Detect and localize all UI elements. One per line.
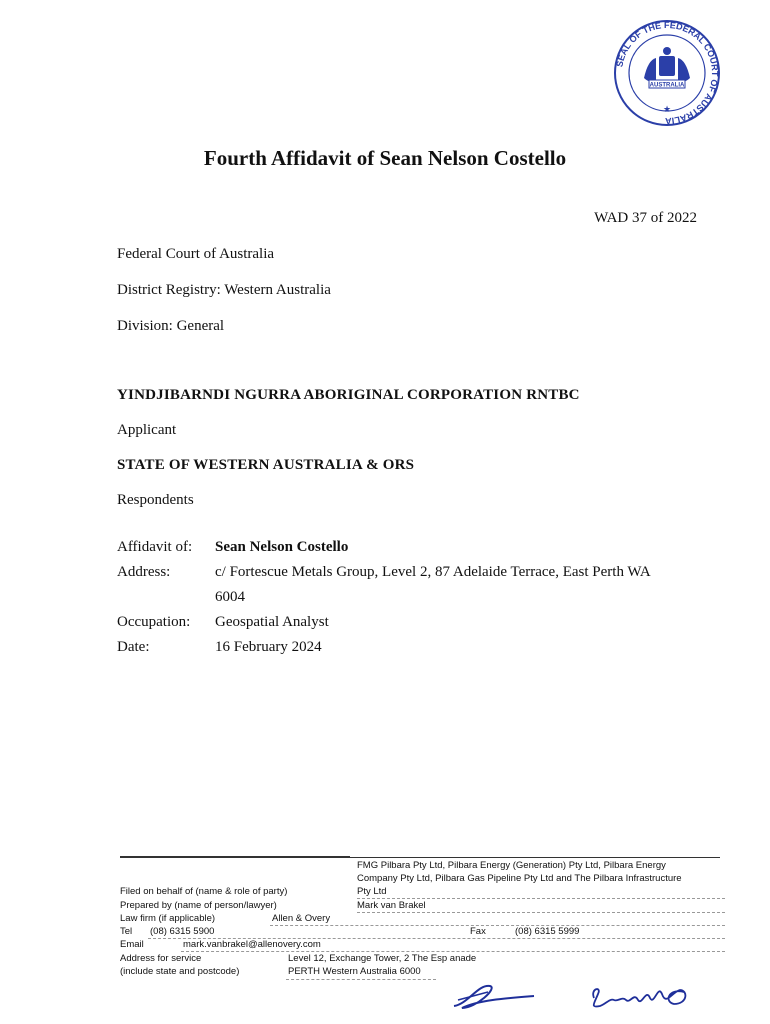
party-line-2: Company Pty Ltd, Pilbara Gas Pipeline Pty Ltd and The Pilbara Infrastructure bbox=[357, 873, 682, 884]
party-line-1: FMG Pilbara Pty Ltd, Pilbara Energy (Generation) Pty Ltd, Pilbara Energy bbox=[357, 860, 666, 871]
service-underline bbox=[286, 979, 436, 980]
applicant-name: YINDJIBARNDI NGURRA ABORIGINAL CORPORATION RNTBC bbox=[117, 387, 580, 403]
prepared-by-label: Prepared by (name of person/lawyer) bbox=[120, 900, 277, 911]
address-label: Address: bbox=[117, 564, 171, 580]
tel-label: Tel bbox=[120, 926, 133, 937]
date-label: Date: bbox=[117, 639, 150, 655]
address-line-2: 6004 bbox=[215, 589, 245, 605]
prepared-by-value: Mark van Brakel bbox=[357, 900, 426, 911]
applicant-role: Applicant bbox=[117, 422, 177, 438]
filed-on-behalf-label: Filed on behalf of (name & role of party) bbox=[120, 886, 288, 897]
coat-of-arms-icon bbox=[644, 47, 690, 82]
fax-label: Fax bbox=[470, 926, 486, 937]
federal-court-seal bbox=[612, 18, 722, 128]
law-firm-value: Allen & Overy bbox=[272, 913, 331, 924]
law-firm-underline bbox=[270, 925, 725, 926]
fax-value: (08) 6315 5999 bbox=[515, 926, 580, 937]
party-underline bbox=[357, 898, 725, 899]
deponent-name: Sean Nelson Costello bbox=[215, 539, 349, 555]
district-registry: District Registry: Western Australia bbox=[117, 282, 331, 298]
email-label: Email bbox=[120, 939, 144, 950]
respondent-role: Respondents bbox=[117, 492, 194, 508]
document-title: Fourth Affidavit of Sean Nelson Costello bbox=[203, 146, 567, 170]
tel-value: (08) 6315 5900 bbox=[150, 926, 215, 937]
seal-ring-text: SEAL OF THE FEDERAL COURT OF AUSTRALIA bbox=[614, 19, 721, 127]
law-firm-label: Law firm (if applicable) bbox=[120, 913, 216, 924]
affidavit-of-label: Affidavit of: bbox=[117, 539, 193, 555]
file-number: WAD 37 of 2022 bbox=[594, 210, 697, 226]
occupation-label: Occupation: bbox=[117, 614, 191, 630]
court-name: Federal Court of Australia bbox=[117, 246, 275, 262]
witness-signature bbox=[448, 978, 538, 1014]
date-value: 16 February 2024 bbox=[215, 639, 322, 655]
footer-rule-heavy bbox=[120, 856, 350, 858]
deponent-signature bbox=[588, 978, 693, 1014]
prepared-underline bbox=[357, 912, 725, 913]
email-value: mark.vanbrakel@allenovery.com bbox=[183, 939, 321, 950]
seal-banner: AUSTRALIA bbox=[649, 82, 685, 89]
postcode-value: PERTH Western Australia 6000 bbox=[288, 966, 421, 977]
address-for-service-label: Address for service bbox=[120, 953, 202, 964]
seal-star-icon: ★ bbox=[662, 104, 672, 114]
occupation-value: Geospatial Analyst bbox=[215, 614, 329, 630]
division: Division: General bbox=[117, 318, 225, 334]
address-line-1: c/ Fortescue Metals Group, Level 2, 87 Adelaide Terrace, East Perth WA bbox=[215, 564, 651, 580]
respondent-name: STATE OF WESTERN AUSTRALIA & ORS bbox=[117, 457, 415, 473]
party-line-3: Pty Ltd bbox=[357, 886, 387, 897]
email-underline bbox=[181, 951, 725, 952]
postcode-label: (include state and postcode) bbox=[120, 966, 240, 977]
address-for-service-value: Level 12, Exchange Tower, 2 The Esp anade bbox=[288, 953, 477, 964]
